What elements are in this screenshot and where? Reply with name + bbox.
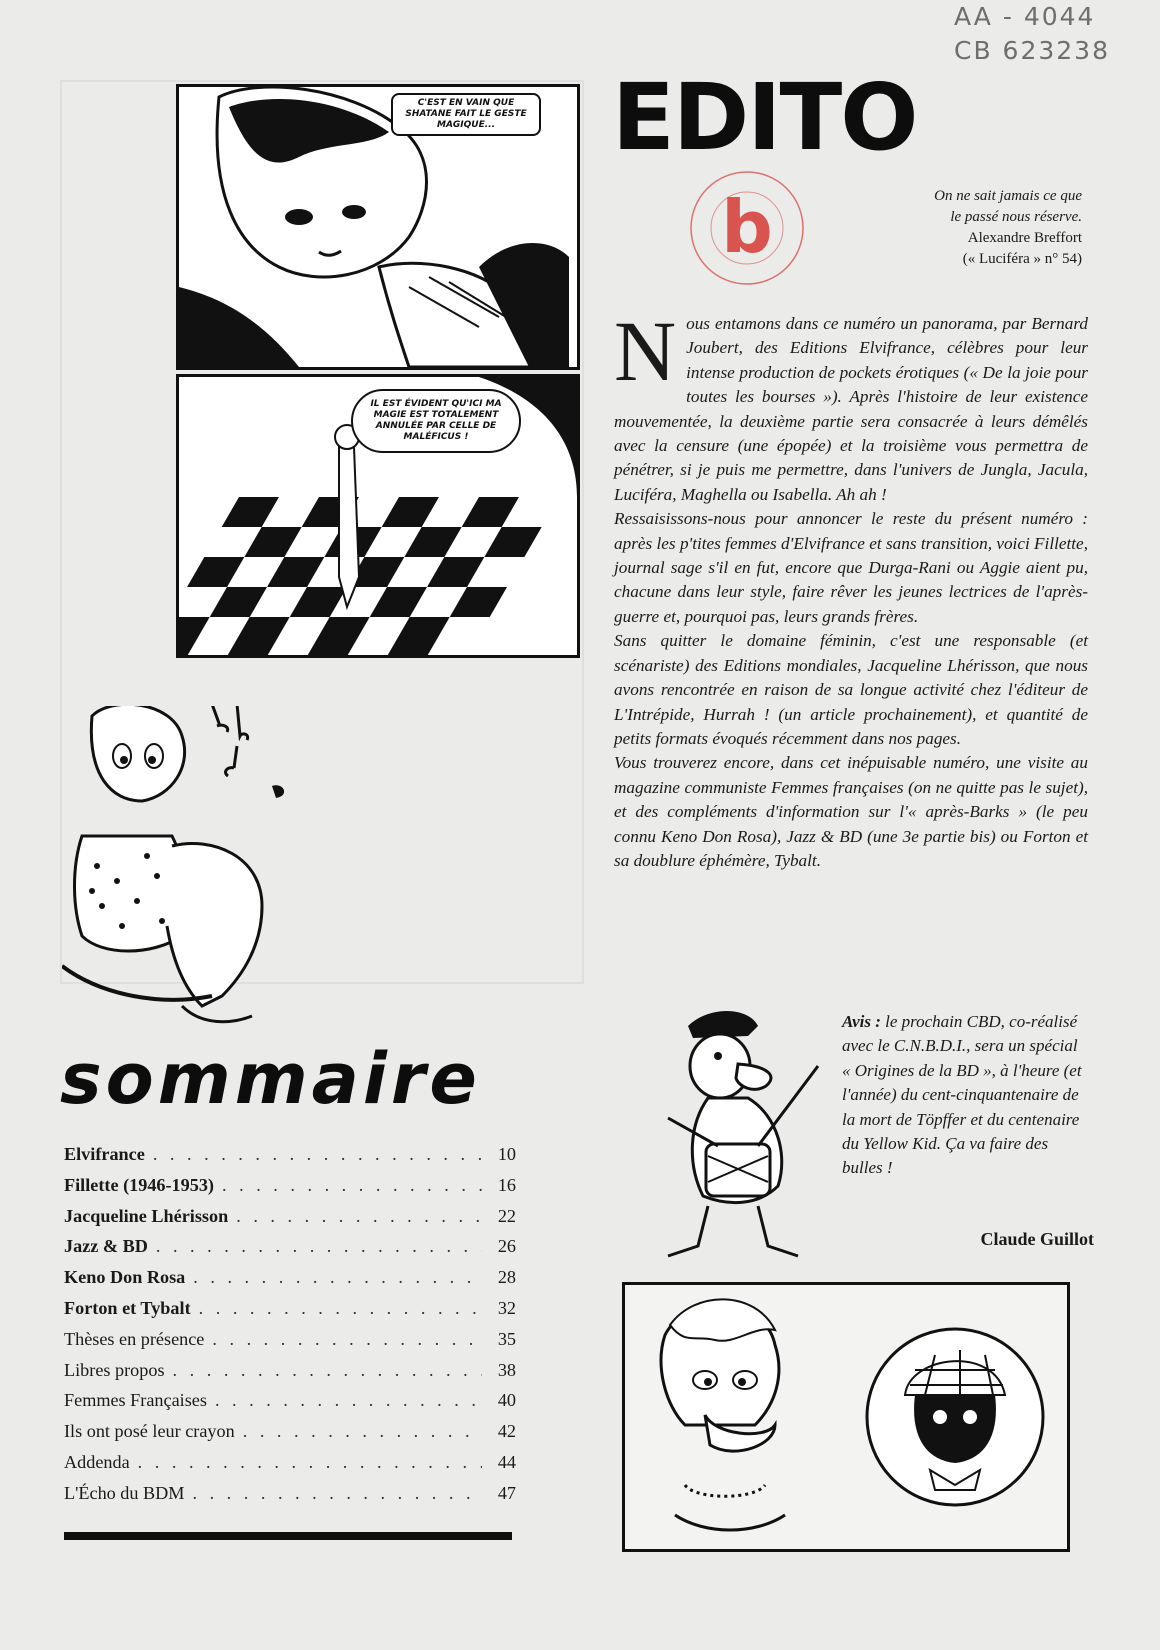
editorial-body (614, 303, 1088, 873)
character-portraits-box (622, 1282, 1070, 1552)
seated-girl-illustration (62, 706, 362, 1028)
toc-item[interactable] (64, 1298, 516, 1329)
toc-leader (192, 1483, 482, 1504)
speech-balloon-2: IL EST ÉVIDENT QU'ICI MA MAGIE EST TOTALEMENT ANNULÉE PAR CELLE DE MALÉFICUS ! (351, 389, 521, 453)
toc-item[interactable] (64, 1267, 516, 1298)
library-stamp (672, 166, 822, 290)
toc-leader (212, 1329, 482, 1350)
bottom-rule (64, 1532, 512, 1540)
toc-item-label: Fillette (1946-1953) (64, 1174, 214, 1195)
circle-portrait (867, 1329, 1043, 1505)
toc-item[interactable] (64, 1329, 516, 1360)
epigraph-source: (« Luciféra » n° 54) (962, 251, 1082, 267)
signature: Claude Guillot (980, 1229, 1094, 1249)
toc-item-label: Thèses en présence (64, 1328, 205, 1349)
toc-item-page: 47 (497, 1482, 516, 1503)
notice (842, 1010, 1088, 1181)
toc-leader (215, 1390, 482, 1411)
editorial-paragraph-1 (614, 303, 1088, 507)
toc-item-label: Femmes Françaises (64, 1390, 207, 1411)
toc-item-label: L'Écho du BDM (64, 1482, 185, 1503)
duck-lady-portrait (661, 1299, 785, 1530)
toc-item-label: Keno Don Rosa (64, 1267, 186, 1288)
toc-leader (236, 1206, 482, 1227)
toc-leader (243, 1421, 482, 1442)
edito-title: EDITO (612, 64, 917, 171)
toc-item-page: 26 (497, 1236, 516, 1257)
editorial-paragraph-1-text: ous entamons dans ce numéro un panorama, par Bernard Joubert, des Editions Elvifrance, célèbres pour leur intense production de pockets érotiques (« De la joie pour toutes les bourses »). Après l'histoire de leur existence mouvementée, la deuxième partie sera consacrée à leurs démêlés avec la censure (une épopée) et la troisième vous permettra de pénétrer, si je puis me permettre, dans l'univers de Jungla, Jacula, Luciféra, Maghella ou Isabella. Ah ah ! (614, 314, 1088, 504)
toc-leader (199, 1298, 482, 1319)
toc-item-page: 16 (497, 1174, 516, 1195)
editorial-paragraph-2: Ressaisissons-nous pour annoncer le reste du présent numéro : après les p'tites femmes d'Elvifrance et sans transition, voici Fillette, journal sage s'il en fut, encore que Durga-Rani ou Aggie aient pu, chacune dans leur style, faire rêver les jeunes lectrices de l'après-guerre et, pourquoi pas, leurs grands frères. (614, 509, 1088, 626)
toc-item-page: 22 (497, 1205, 516, 1226)
character-portraits (625, 1285, 1067, 1549)
epigraph-line-1: On ne sait jamais ce que (934, 188, 1082, 204)
toc-item[interactable] (64, 1236, 516, 1267)
sommaire-title: sommaire (60, 1038, 481, 1120)
drop-cap: N (614, 303, 677, 399)
toc-item-label: Forton et Tybalt (64, 1297, 191, 1318)
toc-item[interactable] (64, 1175, 516, 1206)
toc-item[interactable] (64, 1483, 516, 1514)
editorial-paragraph-4: Vous trouverez encore, dans cet inépuisable numéro, une visite au magazine communiste Femmes françaises (on ne quitte pas le sujet), et des compléments d'information sur l'« après-Barks » (le peu connu Keno Don Rosa), Jazz & BD (une 3e partie bis) ou Forton et sa doublure éphémère, Tybalt. (614, 753, 1088, 870)
epigraph (862, 186, 1082, 270)
toc-leader (138, 1452, 482, 1473)
toc-item[interactable] (64, 1452, 516, 1483)
toc-item-label: Elvifrance (64, 1144, 145, 1164)
toc-item[interactable] (64, 1360, 516, 1391)
call-number (954, 0, 1110, 68)
toc-item-page: 42 (497, 1421, 516, 1442)
speech-balloon-1: C'EST EN VAIN QUE SHATANE FAIT LE GESTE MAGIQUE... (391, 93, 541, 136)
toc-item-label: Addenda (64, 1451, 130, 1472)
toc-leader (173, 1360, 482, 1381)
toc-item[interactable] (64, 1421, 516, 1452)
toc-item-page: 44 (497, 1451, 516, 1472)
toc-item-label: Ils ont posé leur crayon (64, 1421, 235, 1442)
toc-item-page: 38 (497, 1359, 516, 1380)
toc-item[interactable] (64, 1206, 516, 1237)
stamp-letter: b (721, 185, 773, 269)
toc-leader (156, 1236, 482, 1257)
table-of-contents (64, 1144, 516, 1514)
comic-panel-1 (176, 84, 580, 370)
editorial-paragraph-3: Sans quitter le domaine féminin, c'est une responsable (et scénariste) des Editions mondiales, Jacqueline Lhérisson, que nous avons rencontrée en raison de sa longue activité chez l'éditeur de L'Intrépide, Hurrah ! (un article prochainement), et quantité de petits formats évoqués récemment dans nos pages. (614, 631, 1088, 748)
toc-item-page: 32 (497, 1297, 516, 1318)
toc-item-page: 35 (497, 1328, 516, 1349)
call-number-line2: CB 623238 (954, 36, 1110, 65)
toc-item[interactable] (64, 1144, 516, 1175)
toc-item-label: Libres propos (64, 1359, 165, 1380)
toc-leader (153, 1144, 482, 1165)
notice-label: Avis : (842, 1012, 881, 1031)
epigraph-line-2: le passé nous réserve. (950, 209, 1082, 225)
toc-item-page: 10 (497, 1144, 516, 1164)
toc-item-page: 40 (497, 1390, 516, 1411)
epigraph-author: Alexandre Breffort (967, 230, 1082, 246)
toc-item-label: Jacqueline Lhérisson (64, 1205, 229, 1226)
call-number-line1: AA - 4044 (954, 2, 1096, 31)
drummer-duck-illustration (648, 1006, 828, 1268)
notice-text: le prochain CBD, co-réalisé avec le C.N.B.D.I., sera un spécial « Origines de la BD », à l'heure (et l'année) du cent-cinquantenaire de la mort de Töpffer et du centenaire du Yellow Kid. Ça va faire des bulles ! (842, 1012, 1082, 1178)
toc-item-page: 28 (497, 1267, 516, 1288)
toc-leader (193, 1267, 482, 1288)
toc-item[interactable] (64, 1390, 516, 1421)
comic-panel-2 (176, 374, 580, 658)
toc-item-label: Jazz & BD (64, 1236, 148, 1257)
toc-leader (222, 1175, 482, 1196)
